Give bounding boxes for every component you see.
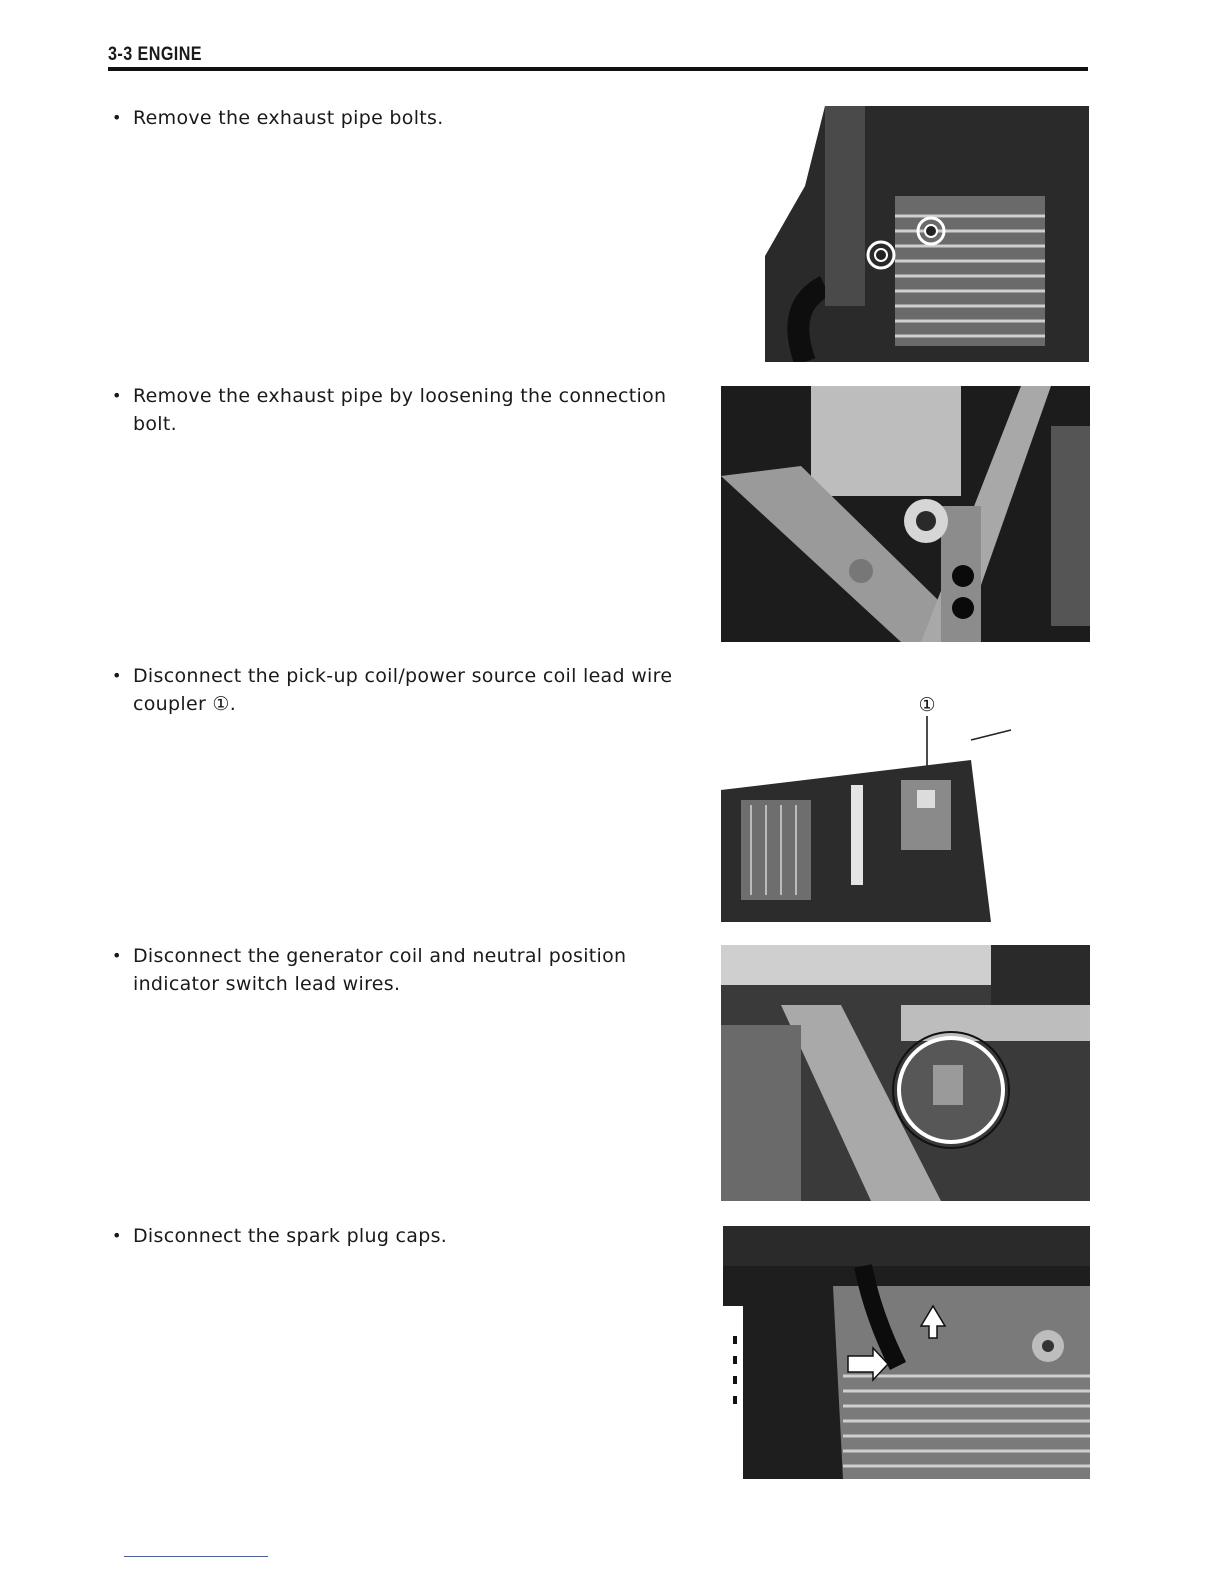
step-5-text: Disconnect the spark plug caps. [133, 1225, 448, 1247]
step-3-text: Disconnect the pick-up coil/power source coil lead wire coupler ①. [133, 665, 673, 715]
page-header [108, 44, 1088, 66]
photo-pickup-coil-coupler [721, 690, 1051, 922]
callout-1: ① [918, 694, 936, 716]
step-1-text: Remove the exhaust pipe bolts. [133, 107, 444, 129]
bullet-icon: • [112, 386, 122, 405]
bullet-icon: • [112, 666, 122, 685]
step-2-text: Remove the exhaust pipe by loosening the connection bolt. [133, 385, 667, 435]
step-1 [112, 104, 692, 132]
bullet-icon: • [112, 1226, 122, 1245]
step-3 [112, 662, 692, 718]
step-4 [112, 942, 692, 998]
photo-generator-coil-wires [721, 945, 1090, 1201]
photo-exhaust-connection-bolt [721, 386, 1090, 642]
header-rule [108, 67, 1088, 71]
photo-spark-plug-caps [723, 1226, 1090, 1479]
footer-line [124, 1556, 268, 1557]
step-4-text: Disconnect the generator coil and neutral position indicator switch lead wires. [133, 945, 627, 995]
step-5 [112, 1222, 692, 1250]
bullet-icon: • [112, 946, 122, 965]
step-2 [112, 382, 692, 438]
bullet-icon: • [112, 108, 122, 127]
section-title: 3-3 ENGINE [108, 44, 203, 65]
photo-exhaust-pipe-bolts [765, 106, 1089, 362]
